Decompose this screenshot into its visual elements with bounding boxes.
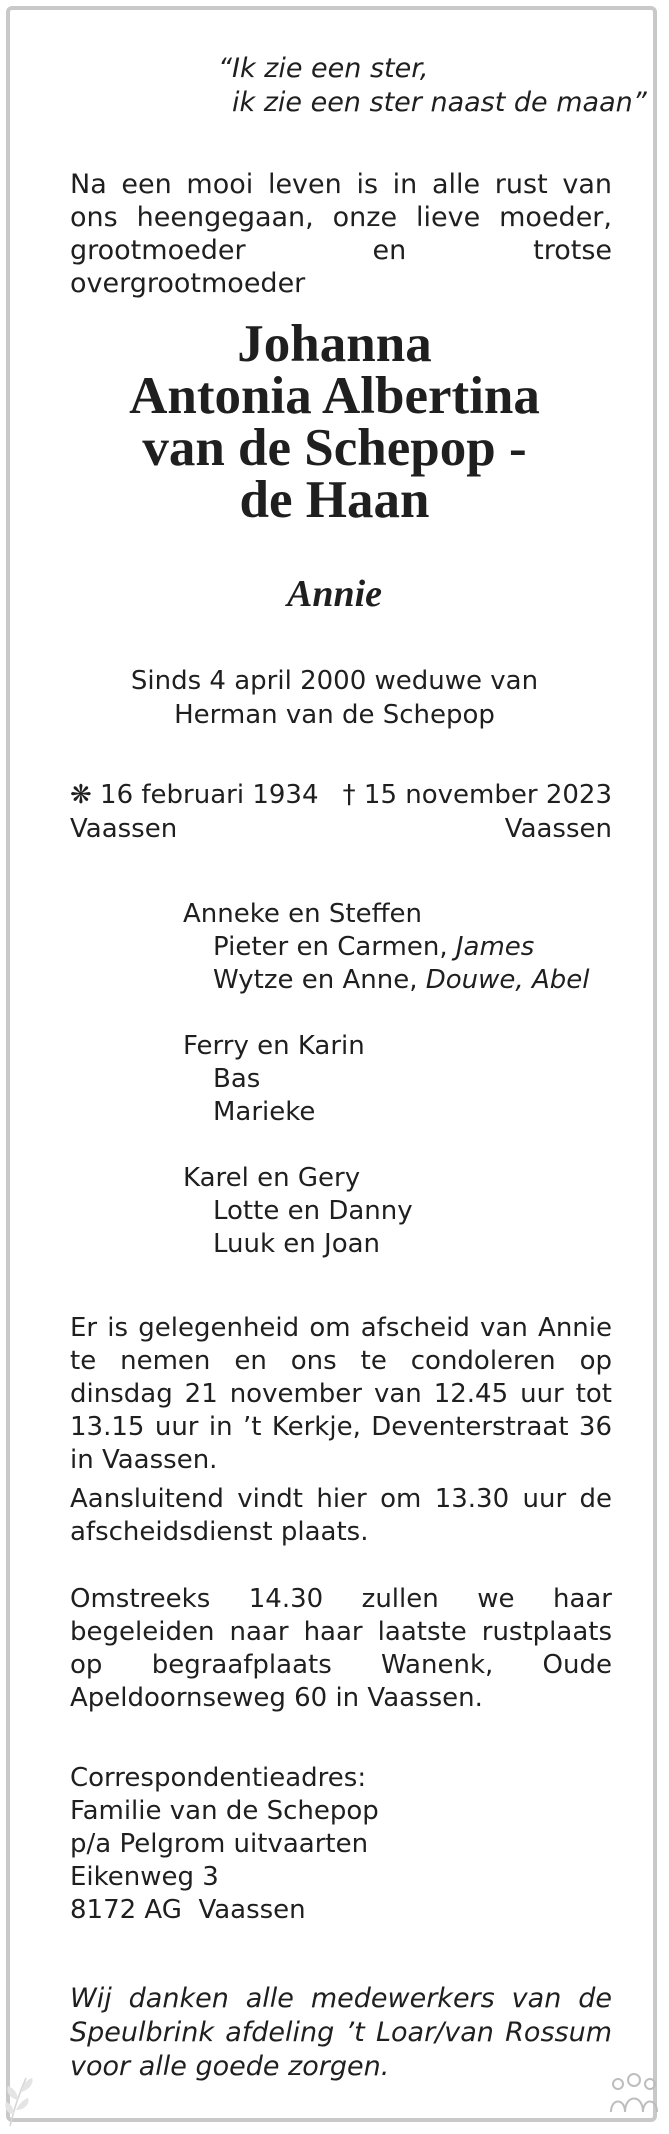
burial-paragraph: Omstreeks 14.30 zullen we haar begeleiden naar haar laatste rustplaats op begraafplaats Wanenk, Oude Apeldoornseweg 60 in Vaassen. <box>70 1584 612 1713</box>
family-parents: Karel en Gery <box>183 1163 361 1193</box>
service-paragraph: Aansluitend vindt hier om 13.30 uur de afscheidsdienst plaats. <box>70 1484 612 1547</box>
child-name: Pieter en Carmen, <box>213 932 456 962</box>
widow-line-1: Sinds 4 april 2000 weduwe van <box>130 666 539 696</box>
widow-note <box>0 664 669 732</box>
family-child <box>183 931 589 964</box>
name-line-1: Johanna <box>237 315 432 373</box>
farewell-paragraph: Er is gelegenheid om afscheid van Annie te nemen en ons te condoleren op dinsdag 21 november van 12.45 uur tot 13.15 uur in ’t Kerkje, Deventerstraat 36 in Vaassen. <box>70 1313 612 1475</box>
people-group-logo-icon <box>608 2072 660 2123</box>
family-list <box>183 898 589 1294</box>
child-name: Lotte en Danny <box>213 1196 413 1226</box>
intro-text: Na een mooi leven is in alle rust van ons heengegaan, onze lieve moeder, grootmoeder en trotse overgrootmoeder <box>70 169 612 299</box>
name-line-3: van de Schepop - <box>142 419 527 477</box>
correspondence-address <box>70 1762 379 1927</box>
address-line-1: Familie van de Schepop <box>70 1796 379 1826</box>
thanks-paragraph: Wij danken alle medewerkers van de Speulbrink afdeling ’t Loar/van Rossum voor alle goede zorgen. <box>70 1983 612 2082</box>
opening-quote <box>218 52 647 120</box>
death-place: Vaassen <box>504 814 612 844</box>
family-group <box>183 1030 589 1129</box>
widow-line-2: Herman van de Schepop <box>174 700 495 730</box>
family-child <box>183 1195 589 1228</box>
child-name: Bas <box>213 1064 261 1094</box>
death-date: † 15 november 2023 <box>342 780 612 810</box>
correspondence-label: Correspondentieadres: <box>70 1763 367 1793</box>
family-child <box>183 1096 589 1129</box>
grandchild-names: James <box>455 932 535 962</box>
family-group <box>183 898 589 997</box>
birth-place: Vaassen <box>70 814 178 844</box>
quote-line-2: ik zie een ster naast de maan” <box>232 87 647 118</box>
family-parents: Anneke en Steffen <box>183 899 422 929</box>
address-line-2: p/a Pelgrom uitvaarten <box>70 1829 369 1859</box>
child-name: Luuk en Joan <box>213 1229 381 1259</box>
address-line-3: Eikenweg 3 <box>70 1862 219 1892</box>
deceased-name <box>0 315 669 529</box>
birth-date: ❋ 16 februari 1934 <box>70 780 319 810</box>
leaf-branch-icon <box>4 2070 44 2133</box>
child-name: Wytze en Anne, <box>213 965 426 995</box>
child-name: Marieke <box>213 1097 316 1127</box>
family-child <box>183 1228 589 1261</box>
family-child <box>183 964 589 997</box>
family-group <box>183 1162 589 1261</box>
family-parents: Ferry en Karin <box>183 1031 365 1061</box>
quote-line-1: “Ik zie een ster, <box>218 53 429 84</box>
nickname: Annie <box>286 573 383 615</box>
name-line-2: Antonia Albertina <box>129 367 540 425</box>
address-line-4: 8172 AG Vaassen <box>70 1895 306 1925</box>
name-line-4: de Haan <box>239 471 430 529</box>
family-child <box>183 1063 589 1096</box>
grandchild-names: Douwe, Abel <box>425 965 590 995</box>
